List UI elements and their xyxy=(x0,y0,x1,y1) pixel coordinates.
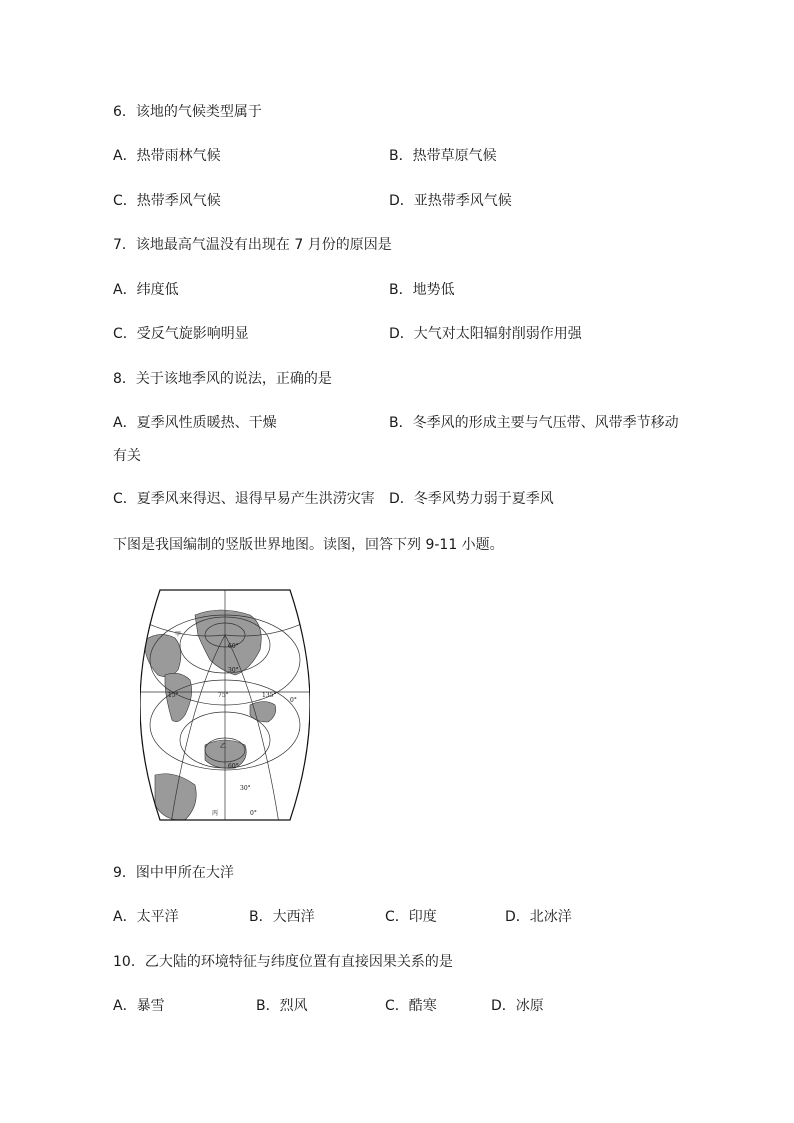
q6-option-a: A．热带雨林气候 xyxy=(113,148,221,164)
question-8-stem: 8．关于该地季风的说法，正确的是 xyxy=(113,371,332,387)
map-label-lat0s: 0° xyxy=(250,810,257,817)
q6-option-d: D．亚热带季风气候 xyxy=(389,193,512,209)
q6-option-b: B．热带草原气候 xyxy=(389,148,497,164)
q6-option-c: C．热带季风气候 xyxy=(113,193,221,209)
question-10-stem: 10．乙大陆的环境特征与纬度位置有直接因果关系的是 xyxy=(113,954,453,970)
question-9-stem: 9．图中甲所在大洋 xyxy=(113,865,234,881)
map-intro-text: 下图是我国编制的竖版世界地图。读图，回答下列 9-11 小题。 xyxy=(113,537,504,553)
q7-option-c: C．受反气旋影响明显 xyxy=(113,326,249,342)
map-body xyxy=(140,580,310,830)
q7-option-b: B．地势低 xyxy=(389,282,455,298)
q9-option-c: C．印度 xyxy=(385,909,437,925)
australia-landmass xyxy=(250,702,276,723)
q10-option-b: B．烈风 xyxy=(256,998,308,1014)
map-label-eq: 0° xyxy=(290,697,297,704)
q8-option-b: B．冬季风的形成主要与气压带、风带季节移动 xyxy=(389,415,679,431)
q7-option-a: A．纬度低 xyxy=(113,282,179,298)
map-label-yi: 乙 xyxy=(220,743,227,750)
q7-option-d: D．大气对太阳辐射削弱作用强 xyxy=(389,326,582,342)
map-label-lat60s: 60° xyxy=(228,763,239,770)
q8-option-c: C．夏季风来得迟、退得早易产生洪涝灾害 xyxy=(113,491,375,507)
q10-option-c: C．酷寒 xyxy=(385,998,437,1014)
q8-option-a: A．夏季风性质暖热、干燥 xyxy=(113,415,277,431)
map-label-bing: 丙 xyxy=(212,810,219,817)
question-7-stem: 7．该地最高气温没有出现在 7 月份的原因是 xyxy=(113,237,392,253)
map-label-lon135: 135° xyxy=(262,692,277,699)
map-label-lat60n: 60° xyxy=(228,643,239,650)
map-label-jia: 甲 xyxy=(175,631,182,638)
map-label-lon15: 15° xyxy=(168,692,179,699)
q10-option-a: A．暴雪 xyxy=(113,998,165,1014)
q9-option-a: A．太平洋 xyxy=(113,909,179,925)
world-map-figure xyxy=(140,580,310,830)
q9-option-b: B．大西洋 xyxy=(249,909,315,925)
q8-option-b-continued: 有关 xyxy=(113,448,141,464)
question-6-stem: 6．该地的气候类型属于 xyxy=(113,104,262,120)
map-label-lat30s: 30° xyxy=(240,785,251,792)
map-label-lon75: 75° xyxy=(218,692,229,699)
q9-option-d: D．北冰洋 xyxy=(505,909,572,925)
q8-option-d: D．冬季风势力弱于夏季风 xyxy=(389,491,554,507)
map-label-lat30n: 30° xyxy=(228,667,239,674)
q10-option-d: D．冰原 xyxy=(491,998,544,1014)
